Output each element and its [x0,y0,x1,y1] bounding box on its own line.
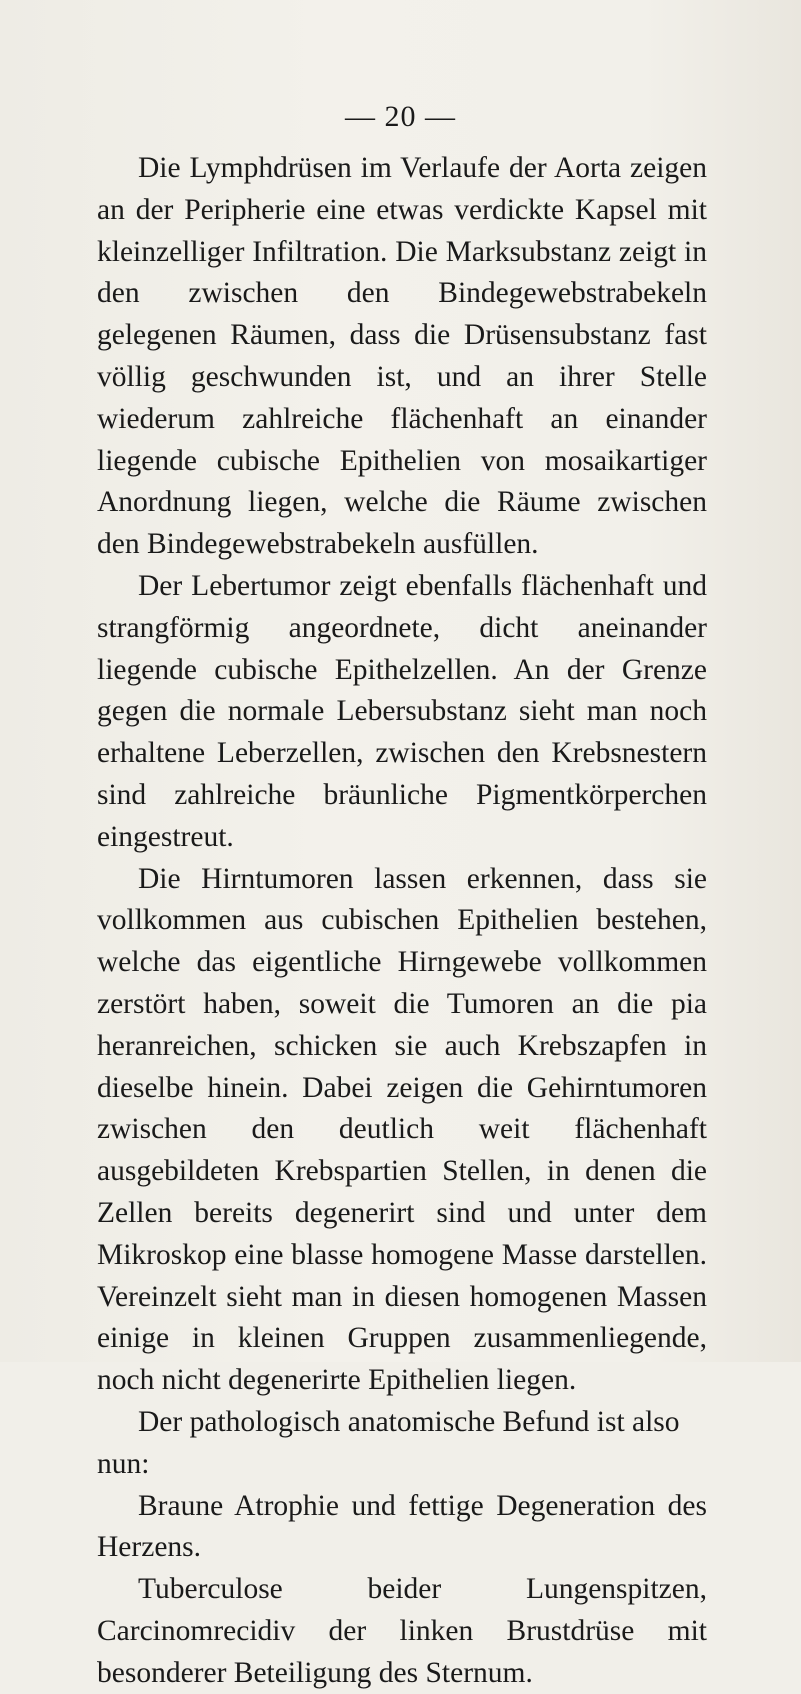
body-text [97,148,707,1694]
paragraph-finding-heart: Braune Atrophie und fettige Degeneration des Herzens. [97,1489,707,1564]
paragraph-finding-lungs: Tuberculose beider Lungenspitzen, Carcinomrecidiv der linken Brustdrüse mit besonderer Beteiligung des Sternum. [97,1573,707,1689]
page-number: — 20 — [345,100,456,133]
paragraph-brain-tumors: Die Hirntumoren lassen erkennen, dass sie vollkommen aus cubischen Epithelien bestehen, welche das eigentliche Hirngewebe vollkommen zerstört haben, soweit die Tumoren an die pia heranreichen, schicken sie auch Krebszapfen in dieselbe hinein. Dabei zeigen die Gehirntumoren zwischen den deutlich weit flächenhaft ausgebildeten Krebspartien Stellen, in denen die Zellen bereits degenerirt sind und unter dem Mikroskop eine blasse homogene Masse darstellen. Vereinzelt sieht man in diesen homogenen Massen einige in kleinen Gruppen zusammenliegende, noch nicht degenerirte Epithelien liegen. [97,862,707,1397]
paragraph-findings-intro: Der pathologisch anatomische Befund ist also nun: [97,1405,680,1480]
paragraph-liver-tumor: Der Lebertumor zeigt ebenfalls flächenhaft und strangförmig angeordnete, dicht aneinander liegende cubische Epithelzellen. An der Grenze gegen die normale Lebersubstanz sieht man noch erhaltene Leberzellen, zwischen den Krebsnestern sind zahlreiche bräunliche Pigmentkörperchen eingestreut. [97,569,707,853]
paragraph-lymph-nodes: Die Lymphdrüsen im Verlaufe der Aorta zeigen an der Peripherie eine etwas verdickte Kapsel mit kleinzelliger Infiltration. Die Marksubstanz zeigt in den zwischen den Bindegewebstrabekeln gelegenen Räumen, dass die Drüsensubstanz fast völlig geschwunden ist, und an ihrer Stelle wiederum zahlreiche flächenhaft an einander liegende cubische Epithelien von mosaikartiger Anordnung liegen, welche die Räume zwischen den Bindegewebstrabekeln ausfüllen. [97,152,707,561]
